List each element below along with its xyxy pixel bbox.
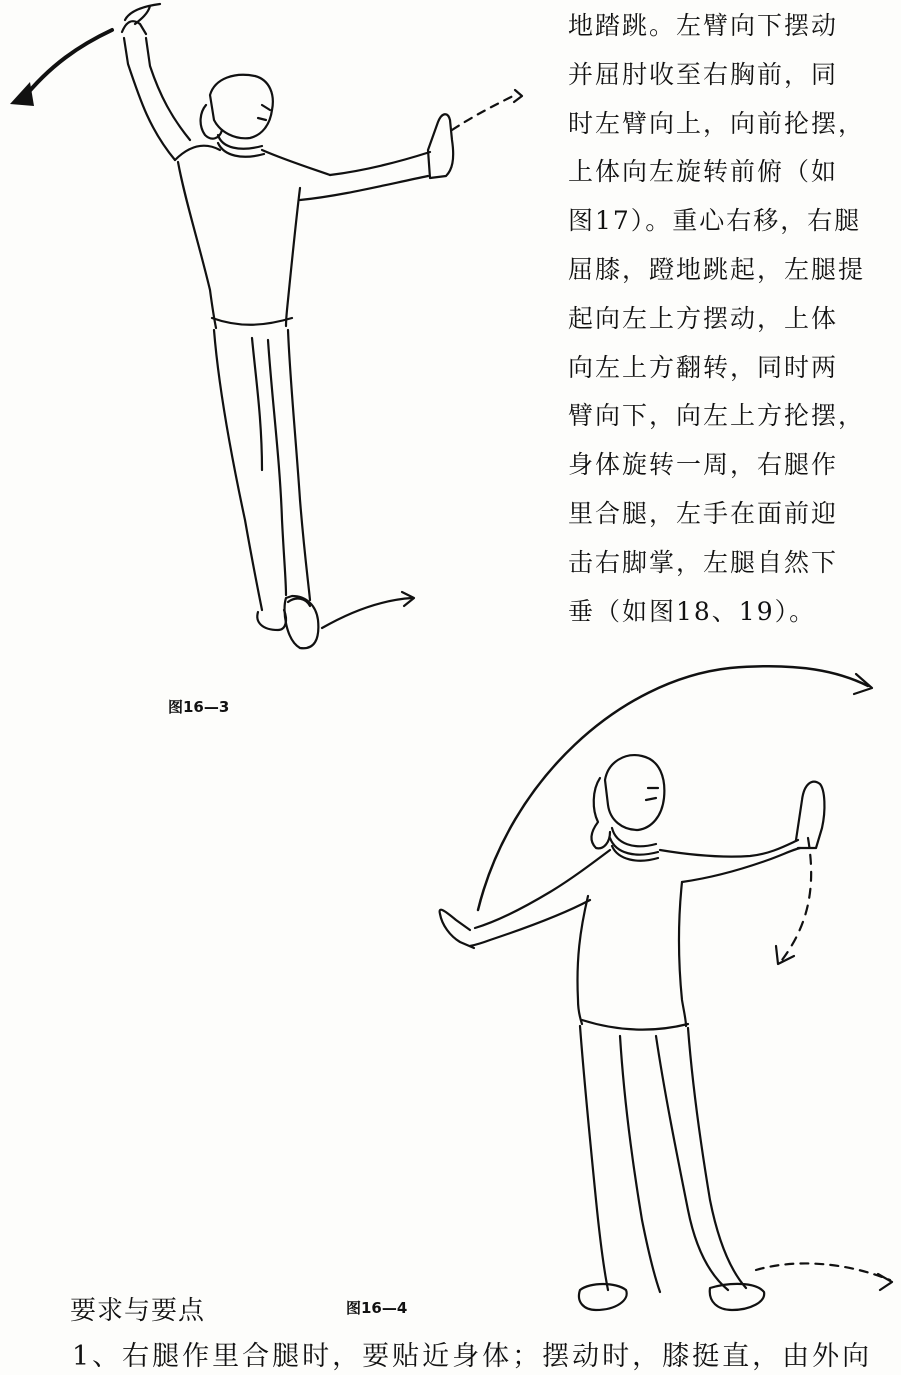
paragraph-line: 上体向左旋转前俯（如 xyxy=(568,157,839,187)
figure-16-3-illustration xyxy=(0,0,540,680)
paragraph-line: 起向左上方摆动，上体 xyxy=(568,303,839,333)
paragraph-line: 身体旋转一周，右腿作 xyxy=(568,450,839,480)
paragraph-line: 时左臂向上，向前抡摆， xyxy=(568,108,866,138)
paragraph-line: 屈膝，蹬地跳起，左腿提 xyxy=(568,254,866,284)
paragraph-line: 垂（如图18、19）。 xyxy=(568,596,817,626)
figure-16-4-caption: 图16—4 xyxy=(346,1299,408,1317)
dashed-motion-arrow xyxy=(452,95,515,130)
paragraph-line: 击右脚掌，左腿自然下 xyxy=(568,547,839,577)
ground-motion-arrow xyxy=(322,598,412,628)
instruction-paragraph xyxy=(568,2,898,636)
paragraph-line: 图17）。重心右移，右腿 xyxy=(568,206,862,236)
paragraph-line: 地踏跳。左臂向下摆动 xyxy=(568,11,839,40)
paragraph-line: 臂向下，向左上方抡摆， xyxy=(568,401,866,431)
paragraph-line: 里合腿，左手在面前迎 xyxy=(568,498,839,528)
paragraph-line: 并屈肘收至右胸前，同 xyxy=(568,59,839,89)
figure-16-3-caption: 图16—3 xyxy=(168,698,230,716)
ground-dashed-arrow xyxy=(756,1263,890,1280)
body-text-line: 1、右腿作里合腿时，要贴近身体；摆动时，膝挺直，由外向 xyxy=(72,1341,873,1372)
dashed-down-arrow xyxy=(782,838,811,960)
paragraph-line: 向左上方翻转，同时两 xyxy=(568,352,839,382)
arc-motion-arrow xyxy=(478,666,868,910)
figure-16-4-illustration xyxy=(420,660,901,1330)
section-heading: 要求与要点 xyxy=(70,1296,206,1326)
motion-arrow-upper-left xyxy=(22,30,112,100)
